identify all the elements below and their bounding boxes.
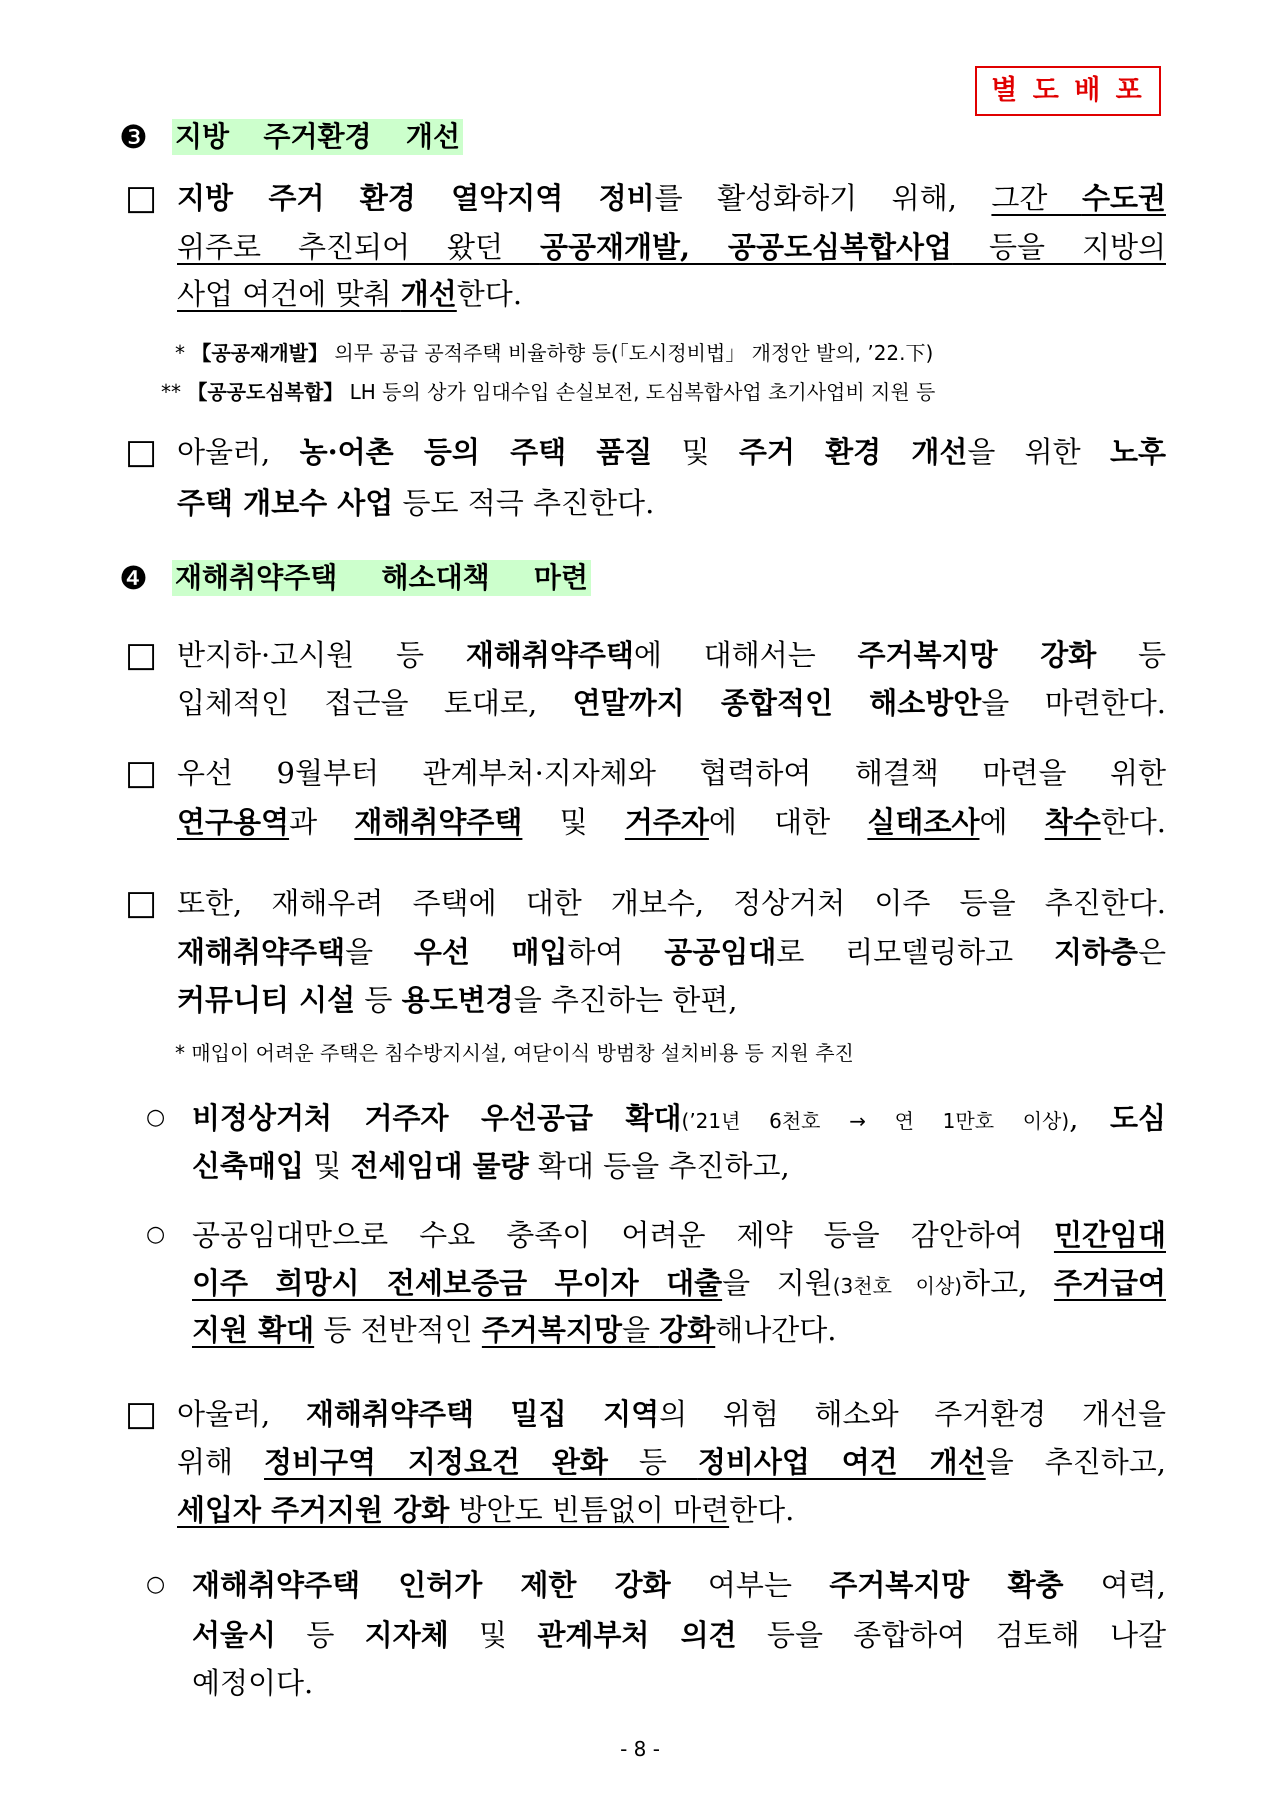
bold-text: 주거복지망 확충 — [829, 1568, 1064, 1602]
para3-line1 — [177, 633, 1166, 677]
body-text: 하여 — [567, 935, 665, 969]
bold-text: 주거복지망 강화 — [857, 638, 1097, 672]
parenthetical-text: (3천호 이상) — [832, 1274, 963, 1298]
bold-text: 전세임대 물량 — [350, 1149, 529, 1183]
bold-text: 도심 — [1109, 1101, 1166, 1135]
para6-line1 — [177, 1392, 1166, 1436]
para1-line1 — [177, 176, 1166, 220]
note-marker: ** — [161, 380, 188, 404]
section-title-4: 재해취약주택 해소대책 마련 — [172, 560, 591, 596]
body-text: 여부는 — [670, 1568, 830, 1602]
body-text: 등 — [276, 1618, 365, 1652]
underlined-text: 을 — [621, 1313, 660, 1347]
sub3-line2 — [192, 1613, 1166, 1657]
note-text: 의무 공급 공적주택 비율하향 등(「도시정비법」 개정안 발의, ’22.下) — [327, 341, 934, 365]
circle-bullet: ○ — [146, 1105, 166, 1130]
separate-distribution-stamp: 별 도 배 포 — [975, 66, 1161, 116]
bold-underlined-text: 민간임대 — [1053, 1218, 1166, 1252]
section-number-3: ❸ — [119, 118, 148, 156]
body-text: 및 — [304, 1149, 351, 1183]
underlined-text: 위주로 추진되어 왔던 — [177, 230, 540, 264]
bold-underlined-text: 세입자 주거지원 강화 — [177, 1493, 450, 1527]
body-text: 과 — [289, 805, 355, 839]
square-bullet: □ — [125, 1394, 158, 1434]
square-bullet: □ — [125, 635, 158, 675]
body-text: 을 마련한다. — [981, 686, 1166, 720]
body-text: 한다. — [456, 277, 523, 311]
bold-text: 재해취약주택 밀집 지역 — [305, 1397, 660, 1431]
body-text: 위해 — [177, 1445, 265, 1479]
body-text: 에 대해서는 — [633, 638, 858, 672]
footnote-1 — [175, 338, 933, 368]
bold-text: 주택 개보수 사업 — [177, 486, 394, 520]
body-text: 여력, — [1063, 1568, 1166, 1602]
square-bullet: □ — [125, 753, 158, 793]
note-text: LH 등의 상가 임대수입 손실보전, 도심복합사업 초기사업비 지원 등 — [343, 380, 936, 404]
body-text: 해나간다. — [715, 1313, 837, 1347]
body-text: , — [1069, 1101, 1110, 1135]
bold-text: 농·어촌 등의 주택 품질 — [299, 435, 653, 469]
parenthetical-text: (’21년 6천호 → 연 1만호 이상) — [681, 1109, 1070, 1133]
bold-text: 용도변경 — [401, 983, 514, 1017]
bold-underlined-text: 착수 — [1044, 805, 1101, 839]
body-text: 우선 9월부터 관계부처·지자체와 협력하여 해결책 마련을 위한 — [177, 756, 1166, 790]
bold-text: 재해취약주택 인허가 제한 강화 — [192, 1568, 671, 1602]
bold-text: 연말까지 종합적인 해소방안 — [572, 686, 982, 720]
bold-text: 관계부처 의견 — [537, 1618, 737, 1652]
body-text: 을 위한 — [967, 435, 1110, 469]
underlined-text: 그간 — [991, 181, 1082, 215]
bold-text: 공공임대 — [664, 935, 777, 969]
para2-line1 — [177, 430, 1166, 474]
underlined-text: 등 — [607, 1445, 698, 1479]
square-bullet: □ — [125, 883, 158, 923]
para5-line1 — [177, 881, 1166, 925]
body-text: 를 활성화하기 위해, — [654, 181, 992, 215]
body-text: 등 전반적인 — [314, 1313, 482, 1347]
sub3-line1 — [192, 1563, 1166, 1607]
footnote-2 — [161, 377, 935, 407]
sub2-line3 — [192, 1308, 1166, 1352]
bold-text: 지하층 — [1053, 935, 1138, 969]
section-title-3: 지방 주거환경 개선 — [172, 119, 463, 155]
underlined-text: 등을 지방의 — [952, 230, 1166, 264]
body-text: 및 — [448, 1618, 538, 1652]
body-text: 을 추진하고, — [985, 1445, 1166, 1479]
body-text: 을 추진하는 한편, — [513, 983, 738, 1017]
bold-underlined-text: 지원 확대 — [192, 1313, 315, 1347]
bold-underlined-text: 공공재개발, 공공도심복합사업 — [539, 230, 953, 264]
circle-bullet: ○ — [146, 1572, 166, 1597]
section-number-4: ❹ — [119, 559, 148, 597]
square-bullet: □ — [125, 432, 158, 472]
square-bullet: □ — [125, 178, 158, 218]
sub1-line2 — [192, 1144, 1166, 1188]
para2-line2 — [177, 481, 1166, 525]
body-text: 을 — [345, 935, 414, 969]
body-text: 및 — [652, 435, 739, 469]
note-label: 【공공도심복합】 — [187, 380, 344, 404]
bold-text: 재해취약주택 — [177, 935, 346, 969]
page-number: - 8 - — [620, 1737, 660, 1761]
note-label: 【공공재개발】 — [191, 341, 328, 365]
para1-line3 — [177, 272, 1166, 316]
body-text: 에 대한 — [708, 805, 868, 839]
body-text: 한다. — [729, 1493, 795, 1527]
bold-underlined-text: 강화 — [659, 1313, 716, 1347]
body-text: 예정이다. — [192, 1666, 314, 1700]
bold-text: 주거 환경 개선 — [738, 435, 968, 469]
body-text: 및 — [522, 805, 625, 839]
bold-text: 서울시 — [192, 1618, 277, 1652]
body-text: 확대 등을 추진하고, — [528, 1149, 790, 1183]
bold-underlined-text: 실태조사 — [867, 805, 980, 839]
bold-underlined-text: 주거급여 — [1053, 1266, 1166, 1300]
para3-line2 — [177, 681, 1166, 725]
circle-bullet: ○ — [146, 1222, 166, 1247]
bold-underlined-text: 연구용역 — [177, 805, 290, 839]
body-text: 에 — [979, 805, 1045, 839]
bold-underlined-text: 주거복지망 — [481, 1313, 622, 1347]
para4-line2 — [177, 800, 1166, 844]
sub2-line1 — [192, 1213, 1166, 1257]
body-text: 을 지원 — [722, 1266, 833, 1300]
note-marker: * — [175, 341, 192, 365]
sub3-line3 — [192, 1661, 1166, 1705]
bold-underlined-text: 정비구역 지정요건 완화 — [264, 1445, 608, 1479]
body-text: 로 리모델링하고 — [776, 935, 1054, 969]
para5-line3 — [177, 978, 1166, 1022]
body-text: 하고, — [962, 1266, 1054, 1300]
bold-text: 우선 매입 — [413, 935, 568, 969]
body-text: 입체적인 접근을 토대로, — [177, 686, 573, 720]
body-text: 등을 종합하여 검토해 나갈 — [736, 1618, 1166, 1652]
bold-underlined-text: 재해취약주택 — [354, 805, 523, 839]
body-text: 등 — [355, 983, 402, 1017]
bold-underlined-text: 이주 희망시 전세보증금 무이자 대출 — [192, 1266, 723, 1300]
bold-text: 지자체 — [364, 1618, 449, 1652]
bold-text: 재해취약주택 — [465, 638, 634, 672]
para6-line2 — [177, 1440, 1166, 1484]
underlined-text: 방안도 빈틈없이 마련 — [449, 1493, 730, 1527]
bold-underlined-text: 수도권 — [1081, 181, 1166, 215]
body-text: 등 — [1096, 638, 1166, 672]
body-text: 또한, 재해우려 주택에 대한 개보수, 정상거처 이주 등을 추진한다. — [177, 886, 1166, 920]
para5-line2 — [177, 930, 1166, 974]
bold-text: 비정상거처 거주자 우선공급 확대 — [192, 1101, 682, 1135]
bold-text: 신축매입 — [192, 1149, 305, 1183]
body-text: 공공임대만으로 수요 충족이 어려운 제약 등을 감안하여 — [192, 1218, 1054, 1252]
body-text: 은 — [1137, 935, 1166, 969]
para1-line2 — [177, 225, 1166, 269]
bold-underlined-text: 정비사업 여건 개선 — [697, 1445, 986, 1479]
body-text: 한다. — [1100, 805, 1166, 839]
para6-line3 — [177, 1488, 1166, 1532]
bold-underlined-text: 거주자 — [624, 805, 709, 839]
underlined-text: 사업 여건에 맞춰 — [177, 277, 401, 311]
para4-line1 — [177, 751, 1166, 795]
bold-text: 노후 — [1110, 435, 1166, 469]
sub2-line2 — [192, 1261, 1166, 1305]
body-text: 아울러, — [177, 435, 300, 469]
body-text: 등도 적극 추진한다. — [393, 486, 655, 520]
bold-underlined-text: 개선 — [400, 277, 457, 311]
sub1-line1 — [192, 1096, 1166, 1140]
bold-text: 지방 주거 환경 열악지역 정비 — [177, 181, 655, 215]
body-text: 의 위험 해소와 주거환경 개선을 — [659, 1397, 1166, 1431]
body-text: 반지하·고시원 등 — [177, 638, 466, 672]
body-text: 아울러, — [177, 1397, 306, 1431]
bold-text: 커뮤니티 시설 — [177, 983, 356, 1017]
footnote-3: * 매입이 어려운 주택은 침수방지시설, 여닫이식 방범창 설치비용 등 지원 추진 — [175, 1041, 854, 1065]
